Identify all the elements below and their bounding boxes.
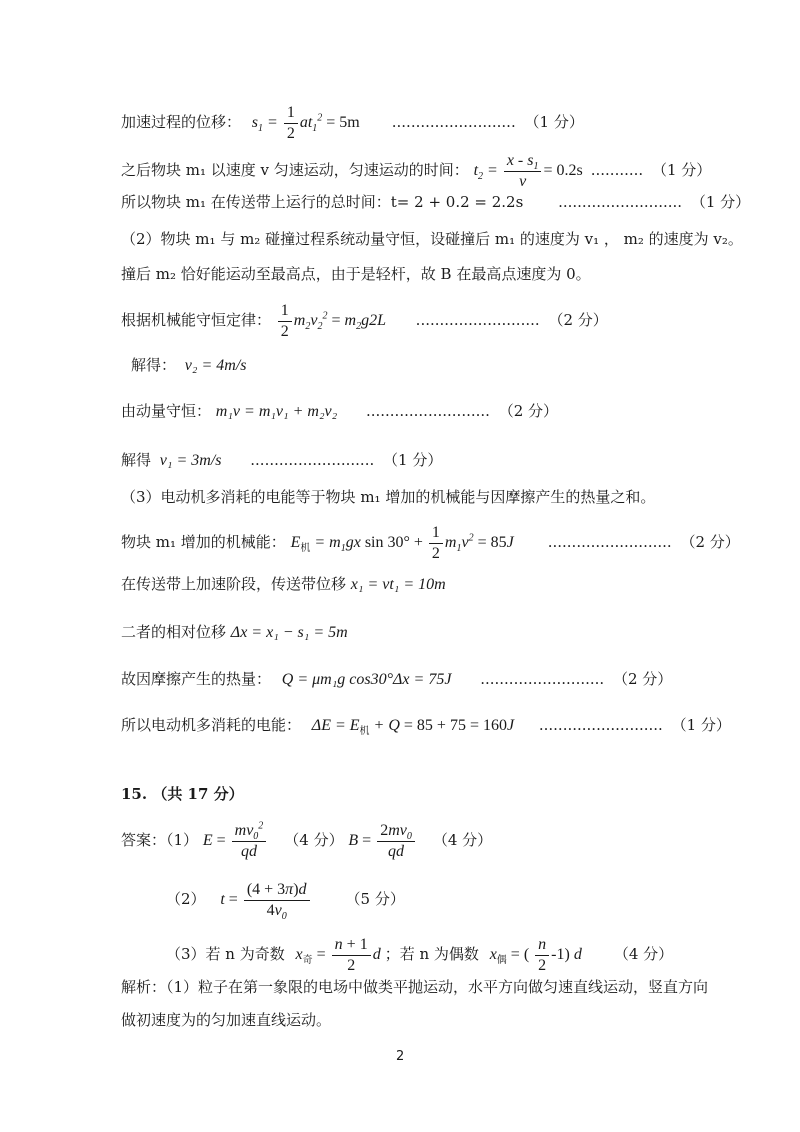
- line-energy-conservation: 根据机械能守恒定律： $\frac{1}{2}$ $m_2v_2^2 = m_2g2L$ .......................... （2 分）: [121, 302, 608, 340]
- line-analysis-2: 做初速度为的匀加速直线运动。: [121, 1011, 332, 1029]
- line-relative-displacement: 二者的相对位移 Δx = x₁ − s₁ = 5m: [121, 623, 348, 641]
- eq-energy: $\frac{1}{2}$ $m_2v_2^2 = m_2g2L$: [276, 312, 390, 329]
- eq-x-odd: $x_奇$ = $\frac{n + 1}{2}$ d: [295, 936, 385, 974]
- line-answer-2: （2） t = $\frac{(4 + 3\pi)d}{4v_0}$ （5 分）: [166, 881, 405, 923]
- line-answer-1: 答案：（1） E = $\frac{mv_0^2}{qd}$ （4 分） B = $\frac{2mv_0}{qd}$ （4 分）: [121, 820, 493, 860]
- line-friction-heat: 故因摩擦产生的热量： Q = μm₁g cos30°Δx = 75J .......................... （2 分）: [121, 670, 673, 688]
- line-momentum-setup: （2）物块 m₁ 与 m₂ 碰撞过程系统动量守恒，设碰撞后 m₁ 的速度为 v₁ ， m₂ 的速度为 v₂。: [121, 230, 743, 248]
- eq-s1: $s_1$ = $\frac{1}{2}$ $at_1^2 = 5m$: [251, 104, 360, 142]
- line-analysis-1: 解析：（1）粒子在第一象限的电场中做类平抛运动，水平方向做匀速直线运动，竖直方向: [121, 978, 709, 996]
- eq-mech-energy: $E_机 = m_1gx$ sin 30° + $\frac{1}{2}$ $m_1v^2 = 85J$: [290, 524, 518, 562]
- eq-E: E = $\frac{mv_0^2}{qd}$: [203, 832, 272, 849]
- line-v1-result: 解得 v₁ = 3m/s .......................... （1 分）: [121, 451, 443, 469]
- line-highest-point: 撞后 m₂ 恰好能运动至最高点，由于是轻杆，故 B 在最高点速度为 0。: [121, 265, 591, 283]
- line-belt-displacement: 在传送带上加速阶段，传送带位移 x₁ = vt₁ = 10m: [121, 575, 446, 593]
- line-v2-result: 解得： v₂ = 4m/s: [131, 356, 247, 374]
- line-accel-displacement: 加速过程的位移： $s_1$ = $\frac{1}{2}$ $at_1^2 = 5m$ .......................... （1 分）: [121, 104, 584, 142]
- question-15-heading: 15. （共 17 分）: [121, 785, 244, 803]
- line-mechanical-energy: 物块 m₁ 增加的机械能： $E_机 = m_1gx$ sin 30° + $\frac{1}{2}$ $m_1v^2 = 85J$ .......................... （2 分）: [121, 524, 740, 562]
- eq-delta-e: $\Delta E = E_机 + Q = 85 + 75 = 160J$: [311, 717, 515, 738]
- eq-t2: $t_2$ = $\frac{x - s_1}{v}$ = 0.2s: [473, 152, 583, 190]
- line-extra-energy: 所以电动机多消耗的电能： $\Delta E = E_机 + Q = 85 + 75 = 160J$ .......................... （1 分）: [121, 716, 731, 738]
- line-answer-3: （3）若 n 为奇数 $x_奇$ = $\frac{n + 1}{2}$ d ；若 n 为偶数 $x_偶$ = ( $\frac{n}{2}$ -1) d （4 分）: [166, 936, 674, 974]
- line-total-time: 所以物块 m₁ 在传送带上运行的总时间：t= 2 + 0.2 = 2.2s .......................... （1 分）: [121, 193, 751, 211]
- eq-x-even: $x_偶$ = ( $\frac{n}{2}$ -1) d: [489, 936, 586, 974]
- line-part3-intro: （3）电动机多消耗的电能等于物块 m₁ 增加的机械能与因摩擦产生的热量之和。: [121, 488, 656, 506]
- eq-t: t = $\frac{(4 + 3\pi)d}{4v_0}$: [220, 891, 315, 908]
- eq-B: B = $\frac{2mv_0}{qd}$: [348, 832, 420, 849]
- line-momentum-equation: 由动量守恒： m₁v = m₁v₁ + m₂v₂ .......................... （2 分）: [121, 402, 559, 420]
- page-number: 2: [396, 1049, 405, 1064]
- line-uniform-time: 之后物块 m₁ 以速度 v 匀速运动，匀速运动的时间： $t_2$ = $\frac{x - s_1}{v}$ = 0.2s ........... （1 分）: [121, 152, 712, 190]
